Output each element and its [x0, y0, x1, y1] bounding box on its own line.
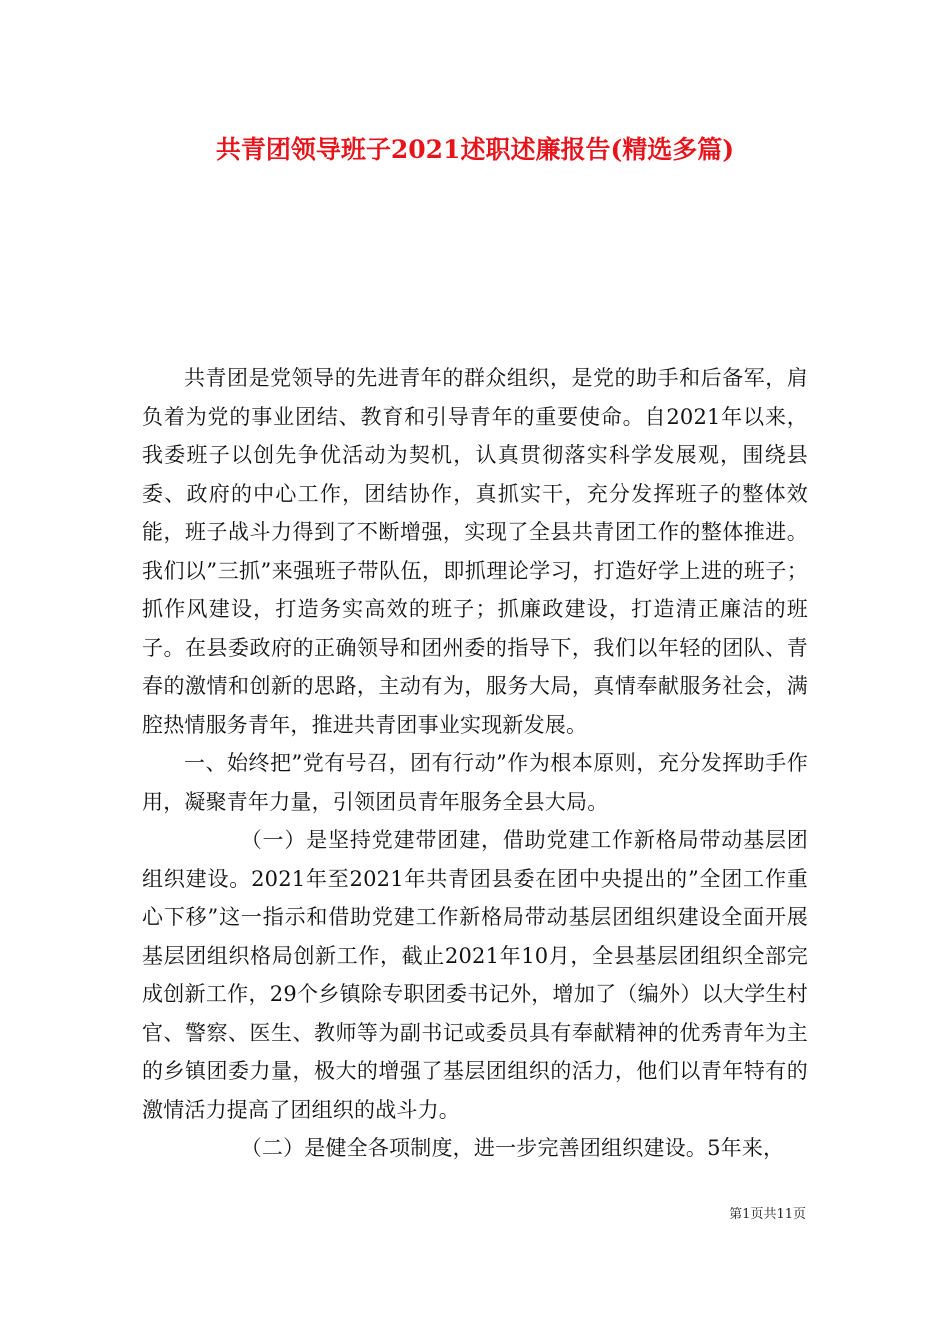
paragraph-subsection-one: （一）是坚持党建带团建，借助党建工作新格局带动基层团组织建设。2021年至2021年共青团县委在团中央提出的”全团工作重心下移”这一指示和借助党建工作新格局带动基层团组织建设全面开展基层团组织格局创新工作，截止2021年10月，全县基层团组织全部完成创新工作，29个乡镇除专职团委书记外，增加了（编外）以大学生村官、警察、医生、教师等为副书记或委员具有奉献精神的优秀青年为主的乡镇团委力量，极大的增强了基层团组织的活力，他们以青年特有的激情活力提高了团组织的战斗力。 [142, 828, 808, 1122]
paragraph-section-one: 一、始终把”党有号召，团有行动”作为根本原则，充分发挥助手作用，凝聚青年力量，引领团员青年服务全县大局。 [142, 751, 808, 814]
paragraph-intro: 共青团是党领导的先进青年的群众组织，是党的助手和后备军，肩负着为党的事业团结、教育和引导青年的重要使命。自2021年以来，我委班子以创先争优活动为契机，认真贯彻落实科学发展观，围绕县委、政府的中心工作，团结协作，真抓实干，充分发挥班子的整体效能，班子战斗力得到了不断增强，实现了全县共青团工作的整体推进。我们以”三抓”来强班子带队伍，即抓理论学习，打造好学上进的班子；抓作风建设，打造务实高效的班子；抓廉政建设，打造清正廉洁的班子。在县委政府的正确领导和团州委的指导下，我们以年轻的团队、青春的激情和创新的思路，主动有为，服务大局，真情奉献服务社会，满腔热情服务青年，推进共青团事业实现新发展。 [142, 366, 808, 737]
page-number: 第1页共11页 [729, 1207, 806, 1222]
document-body [142, 359, 808, 1168]
document-title: 共青团领导班子2021述职述廉报告(精选多篇) [215, 135, 735, 164]
paragraph-subsection-two: （二）是健全各项制度，进一步完善团组织建设。5年来， [240, 1136, 785, 1160]
